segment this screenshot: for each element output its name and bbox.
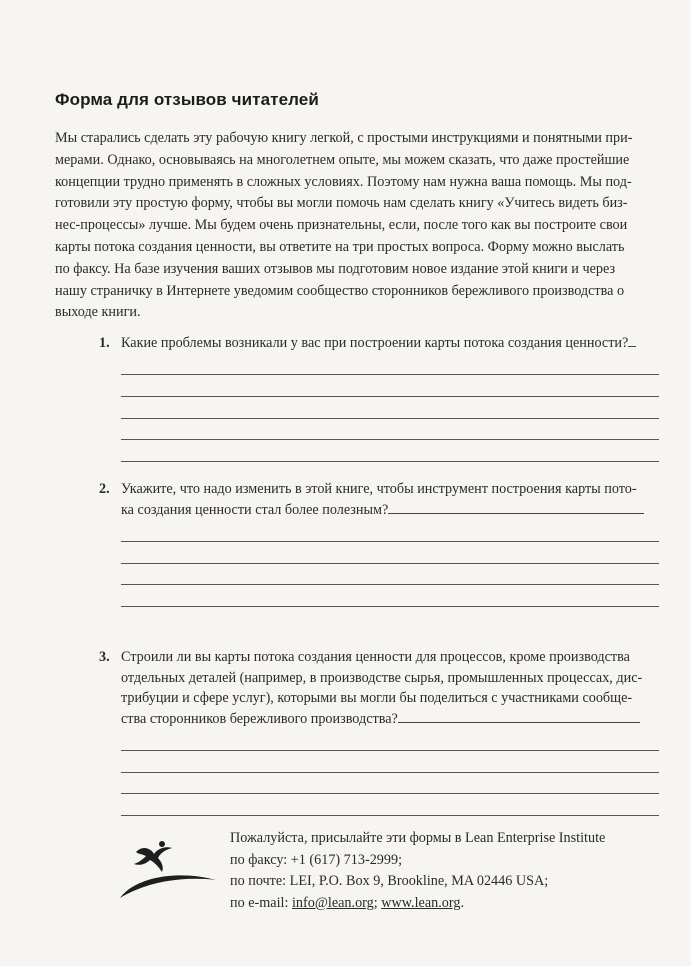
answer-blank[interactable] — [398, 709, 640, 723]
mail-line: по почте: LEI, P.O. Box 9, Brookline, MA 02446 USA; — [230, 873, 549, 889]
email-label: по e-mail: — [230, 894, 292, 911]
answer-line[interactable] — [121, 751, 659, 773]
question-text-line — [99, 688, 659, 709]
question-text: трибуции и сфере услуг), которыми вы могли бы поделиться с участниками сообще- — [121, 690, 633, 707]
answer-blank[interactable] — [388, 500, 644, 514]
question-1 — [99, 333, 659, 462]
page-title: Форма для отзывов читателей — [55, 90, 319, 109]
intro-line: нес-процессы» лучше. Мы будем очень признательны, если, после того как вы построите свои — [55, 217, 628, 234]
answer-line[interactable] — [121, 419, 659, 441]
question-text-line — [99, 647, 659, 668]
question-text: ства сторонников бережливого производства? — [121, 710, 398, 727]
question-text-line — [99, 479, 659, 500]
line-end: . — [460, 894, 464, 911]
intro-line: мерами. Однако, основываясь на многолетнем опыте, мы можем сказать, что даже простейшие — [55, 151, 630, 168]
intro-line: выходе книги. — [55, 304, 141, 321]
separator: ; — [373, 894, 382, 911]
intro-line: нашу страничку в Интернете уведомим сообщество сторонников бережливого производства о — [55, 282, 625, 299]
intro-paragraph — [55, 128, 655, 324]
answer-line[interactable] — [121, 520, 659, 542]
question-number: 3. — [99, 649, 110, 665]
website-link[interactable]: www.lean.org — [381, 894, 461, 911]
answer-line[interactable] — [121, 585, 659, 607]
lean-enterprise-logo — [118, 840, 218, 900]
question-text: Какие проблемы возникали у вас при построении карты потока создания ценности? — [121, 335, 629, 351]
answer-line[interactable] — [121, 440, 659, 462]
question-text-line — [99, 500, 659, 521]
intro-line: карты потока создания ценности, вы ответите на три простых вопроса. Форму можно выслать — [55, 238, 625, 255]
answer-line[interactable] — [121, 794, 659, 816]
question-2 — [99, 479, 659, 607]
question-number: 1. — [99, 335, 110, 351]
question-number: 2. — [99, 481, 110, 497]
answer-blank[interactable] — [628, 333, 636, 347]
fax-line: по факсу: +1 (617) 713-2999; — [230, 851, 403, 868]
question-text-line — [99, 709, 659, 730]
answer-line[interactable] — [121, 542, 659, 564]
contact-info — [230, 828, 670, 914]
answer-line[interactable] — [121, 354, 659, 376]
question-text: ка создания ценности стал более полезным? — [121, 501, 389, 518]
answer-line[interactable] — [121, 375, 659, 397]
email-line — [230, 893, 670, 915]
contact-line: Пожалуйста, присылайте эти формы в Lean Enterprise Institute — [230, 830, 606, 846]
question-text: Укажите, что надо изменить в этой книге, чтобы инструмент построения карты пото- — [121, 481, 637, 497]
question-text: Строили ли вы карты потока создания ценности для процессов, кроме производства — [121, 649, 630, 665]
question-text: отдельных деталей (например, в производстве сырья, промышленных процессах, дис- — [121, 669, 643, 686]
answer-line[interactable] — [121, 564, 659, 586]
intro-line: концепции трудно применять в сложных условиях. Поэтому нам нужна ваша помощь. Мы под- — [55, 173, 632, 190]
question-text-line — [99, 333, 659, 354]
answer-line[interactable] — [121, 729, 659, 751]
question-text-line — [99, 668, 659, 689]
intro-line: по факсу. На базе изучения ваших отзывов мы подготовим новое издание этой книги и через — [55, 260, 616, 277]
email-link[interactable]: info@lean.org — [291, 894, 374, 911]
intro-line: Мы старались сделать эту рабочую книгу легкой, с простыми инструкциями и понятными при- — [55, 130, 633, 146]
question-3 — [99, 647, 659, 816]
answer-line[interactable] — [121, 397, 659, 419]
answer-line[interactable] — [121, 773, 659, 795]
intro-line: готовили эту простую форму, чтобы вы могли помочь нам сделать книгу «Учитесь видеть биз- — [55, 195, 628, 212]
